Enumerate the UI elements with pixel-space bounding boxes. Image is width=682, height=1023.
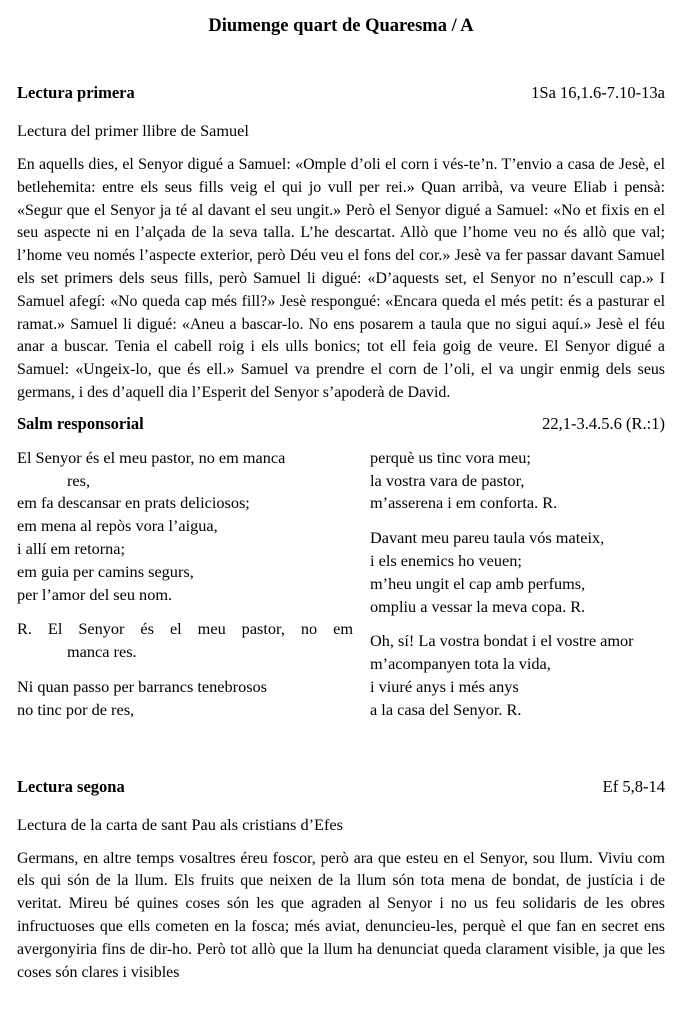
lectura-segona-heading: Lectura segona <box>17 776 125 796</box>
lectura-segona-reference: Ef 5,8-14 <box>602 776 665 796</box>
psalm-line: em mena al repòs vora l’aigua, <box>17 516 218 536</box>
psalm-line: no tinc por de res, <box>17 699 135 719</box>
psalm-line: El Senyor és el meu pastor, no em manca <box>17 447 286 467</box>
page-title: Diumenge quart de Quaresma / A <box>208 16 474 36</box>
lectura-primera-body: En aquells dies, el Senyor digué a Samuel: «Omple d’oli el corn i vés-te’n. T’envio a casa de Jesè, el betlehemita: entre els seus fills veig el qui jo vull per rei.» Quan arribà, va veure Eliab i pensà: «Segur que el Senyor ja té al davant el seu ungit.» Però el Senyor digué a Samuel: «No et fixis en el seu aspecte ni en l’alçada de la seva talla. L’he descartat. Allò que l’home veu no és allò que val; l’home veu només l’aspecte exterior, però Déu veu el fons del cor.» Jesè va fer passar davant Samuel els set primers dels seus fills, però Samuel li digué: «D’aquests set, el Senyor no n’escull cap.» I Samuel afegí: «No queda cap més fill?» Jesè respongué: «Encara queda el més petit: és a pasturar el ramat.» Samuel li digué: «Aneu a bascar-lo. No ens posarem a taula que no sigui aquí.» Jesè el féu anar a buscar. Tenia el cabell roig i els ulls bonics; tot ell feia goig de veure. El Senyor digué a Samuel: «Ungeix-lo, que és ell.» Samuel va prendre el corn de l’oli, el va ungir enmig dels seus germans, i des d’aquell dia l’Esperit del Senyor s’apoderà de David. <box>17 156 665 401</box>
lectura-segona-body: Germans, en altre temps vosaltres éreu foscor, però ara que esteu en el Senyor, sou llum. Viviu com els qui són de la llum. Els fruits que neixen de la llum són tota mena de bondat, de justícia i de veritat. Mireu bé quines coses són les que agraden al Senyor i no us feu solidaris de les obres infructuoses que ells cometen en la fosca; més aviat, denuncieu-les, perquè el que fan en secret ens avergonyiria fins de dir-ho. Però tot allò que la llum ha denunciat queda clarament visible, ja que les coses són clares i visibles <box>17 849 665 981</box>
psalm-line: a la casa del Senyor. R. <box>370 699 522 719</box>
psalm-line: em fa descansar en prats deliciosos; <box>17 493 250 513</box>
psalm-line: la vostra vara de pastor, <box>370 470 525 490</box>
lectura-primera-reference: 1Sa 16,1.6-7.10-13a <box>531 83 665 102</box>
psalm-line: Oh, sí! La vostra bondat i el vostre amor <box>370 631 634 651</box>
psalm-line: Ni quan passo per barrancs tenebrosos <box>17 676 268 696</box>
psalm-line: i viuré anys i més anys <box>370 676 519 696</box>
psalm-line: per l’amor del seu nom. <box>17 584 173 604</box>
psalm-columns <box>17 447 665 722</box>
psalm-stanza <box>17 676 353 722</box>
salm-heading: Salm responsorial <box>17 413 144 433</box>
psalm-line: i allí em retorna; <box>17 538 126 558</box>
lectura-primera-heading-row <box>17 82 665 104</box>
lectura-segona-source: Lectura de la carta de sant Pau als cristians d’Efes <box>17 814 343 834</box>
psalm-line: i els enemics ho veuen; <box>370 550 522 570</box>
psalm-line: m’heu ungit el cap amb perfums, <box>370 573 586 593</box>
psalm-line: res, <box>67 470 91 490</box>
salm-reference: 22,1-3.4.5.6 (R.:1) <box>542 413 665 433</box>
lectura-primera-section <box>17 82 665 405</box>
psalm-line: R. El Senyor és el meu pastor, no em <box>17 619 353 639</box>
psalm-line: m’asserena i em conforta. R. <box>370 493 558 513</box>
psalm-line: manca res. <box>67 642 137 662</box>
psalm-left-column <box>17 447 353 722</box>
psalm-stanza <box>370 630 665 721</box>
lectura-segona-heading-row <box>17 776 665 798</box>
salm-responsorial-section <box>17 413 665 722</box>
psalm-line: perquè us tinc vora meu; <box>370 447 531 467</box>
lectura-primera-source: Lectura del primer llibre de Samuel <box>17 121 249 140</box>
psalm-stanza <box>370 447 665 515</box>
psalm-stanza <box>370 527 665 618</box>
psalm-line: m’acompanyen tota la vida, <box>370 654 551 674</box>
salm-heading-row <box>17 413 665 435</box>
lectura-segona-section <box>17 776 665 985</box>
psalm-line: ompliu a vessar la meva copa. R. <box>370 596 586 616</box>
psalm-stanza <box>17 447 353 607</box>
psalm-right-column <box>370 447 665 722</box>
psalm-stanza <box>17 618 353 664</box>
lectura-primera-heading: Lectura primera <box>17 83 135 102</box>
psalm-line: em guia per camins segurs, <box>17 561 194 581</box>
psalm-line: Davant meu pareu taula vós mateix, <box>370 528 605 548</box>
